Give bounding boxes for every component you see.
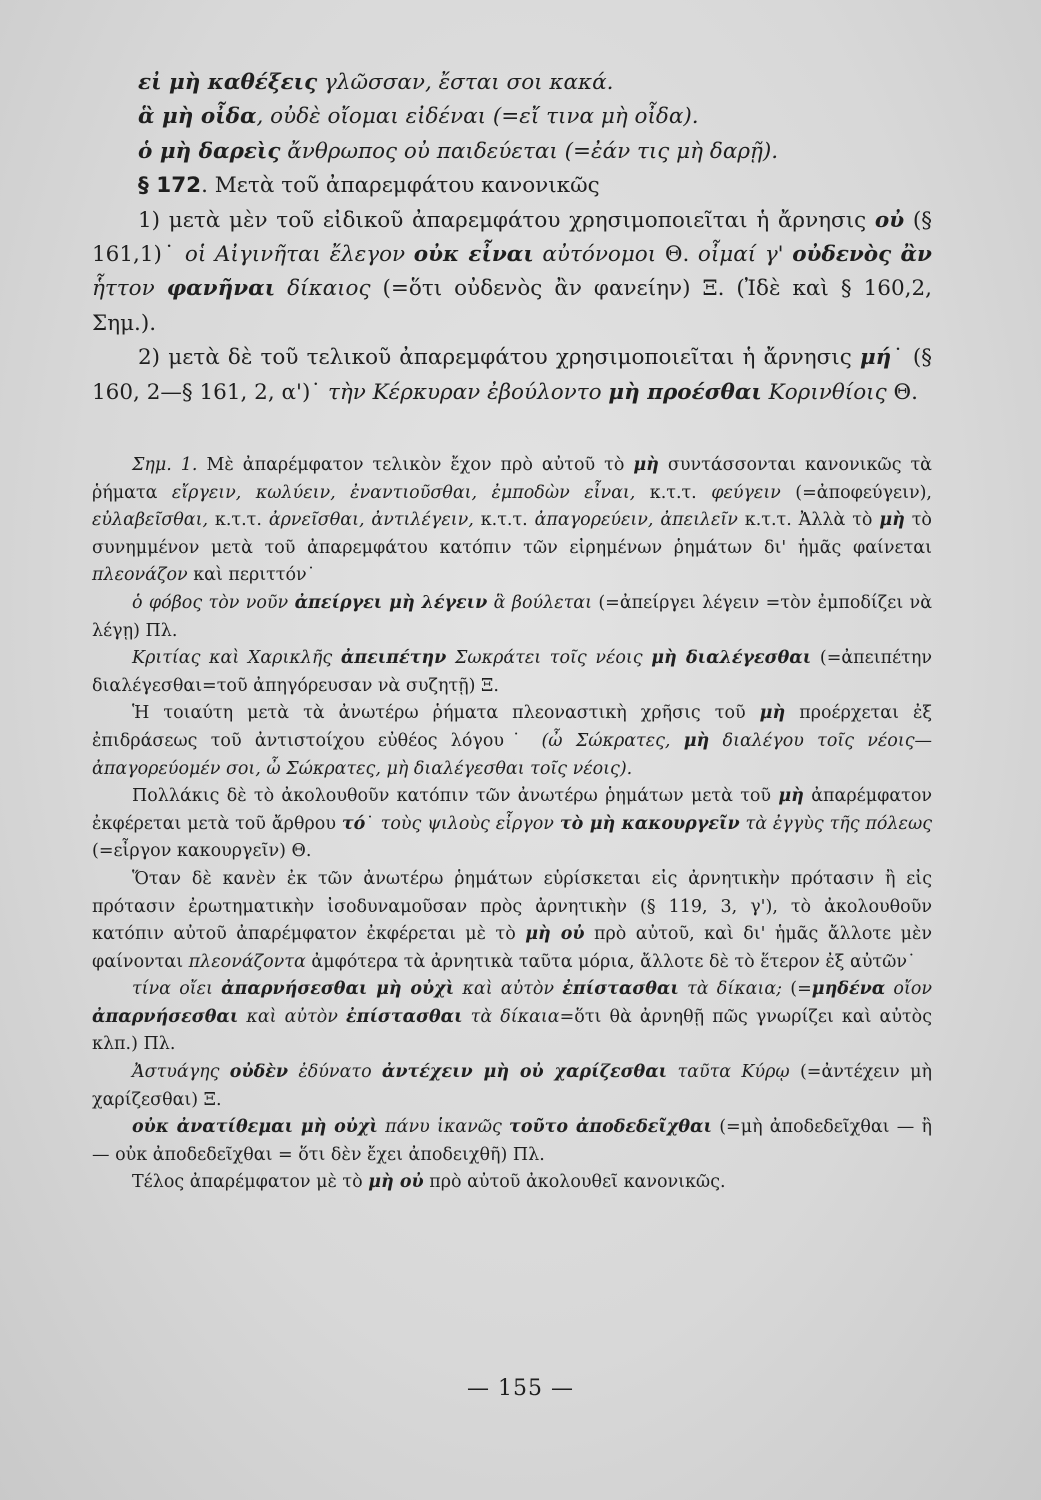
main-text — [92, 66, 932, 410]
note-label: Σημ. 1. — [132, 455, 198, 475]
section-number: § 172 — [138, 173, 202, 199]
note-example-5: οὐκ ἀνατίθεμαι μὴ οὐχὶ πάνυ ἱκανῶς τοῦτο ἀποδεδεῖχθαι (=μὴ ἀποδεδεῖχθαι — ἢ — οὐκ ἀποδεδεῖχθαι = ὅτι δὲν ἔχει ἀποδειχθῆ) Πλ. — [92, 1117, 932, 1165]
paragraph-1: 1) μετὰ μὲν τοῦ εἰδικοῦ ἀπαρεμφάτου χρησιμοποιεῖται ἡ ἄρνησις οὐ (§ 161,1)˙ οἱ Αἰγινῆται ἔλεγον οὐκ εἶναι αὐτόνομοι Θ. οἶμαί γ' οὐδενὸς ἂν ἧττον φανῆναι δίκαιος (=ὅτι οὐδενὸς ἂν φανείην) Ξ. (Ἰδὲ καὶ § 160,2, Σημ.). — [92, 207, 932, 336]
note-text — [92, 452, 932, 1197]
example-line: ὁ μὴ δαρεὶς ἄνθρωπος οὐ παιδεύεται (=ἐάν τις μὴ δαρῇ). — [138, 138, 779, 164]
note-paragraph-6: Τέλος ἀπαρέμφατον μὲ τὸ μὴ οὐ πρὸ αὐτοῦ ἀκολουθεῖ κανονικῶς. — [132, 1172, 726, 1193]
paragraph-2: 2) μετὰ δὲ τοῦ τελικοῦ ἀπαρεμφάτου χρησιμοποιεῖται ἡ ἄρνησις μή˙ (§ 160, 2—§ 161, 2, α')˙ τὴν Κέρκυραν ἐβούλοντο μὴ προέσθαι Κορινθίοις Θ. — [92, 345, 932, 405]
section-heading: § 172. Μετὰ τοῦ ἀπαρεμφάτου κανονικῶς — [138, 173, 600, 199]
note-paragraph-5: Ὅταν δὲ κανὲν ἐκ τῶν ἀνωτέρω ῥημάτων εὑρίσκεται εἰς ἀρνητικὴν πρότασιν ἢ εἰς πρότασιν ἐρωτηματικὴν ἰσοδυναμοῦσαν πρὸς ἀρνητικὴν (§ 119, 3, γ'), τὸ ἀκολουθοῦν κατόπιν αὐτοῦ ἀπαρέμφατον ἐκφέρεται μὲ τὸ μὴ οὐ πρὸ αὐτοῦ, καὶ δι' ἡμᾶς ἄλλοτε μὲν φαίνονται πλεονάζοντα ἀμφότερα τὰ ἀρνητικὰ ταῦτα μόρια, ἄλλοτε δὲ τὸ ἕτερον ἐξ αὐτῶν˙ — [92, 868, 932, 972]
page-number: — 155 — — [467, 1376, 574, 1401]
example-line: ἃ μὴ οἶδα, οὐδὲ οἴομαι εἰδέναι (=εἴ τινα μὴ οἶδα). — [138, 104, 699, 130]
example-line: εἰ μὴ καθέξεις γλῶσσαν, ἔσται σοι κακά. — [138, 70, 614, 95]
note-paragraph: Σημ. 1. Μὲ ἀπαρέμφατον τελικὸν ἔχον πρὸ αὐτοῦ τὸ μὴ συντάσσονται κανονικῶς τὰ ῥήματα εἴργειν, κωλύειν, ἐναντιοῦσθαι, ἐμποδὼν εἶναι, κ.τ.τ. φεύγειν (=ἀποφεύγειν), εὐλαβεῖσθαι, κ.τ.τ. ἀρνεῖσθαι, ἀντιλέγειν, κ.τ.τ. ἀπαγορεύειν, ἀπειλεῖν κ.τ.τ. Ἀλλὰ τὸ μὴ τὸ συνημμένον μετὰ τοῦ ἀπαρεμφάτου κατόπιν τῶν εἰρημένων ῥημάτων δι' ἡμᾶς φαίνεται πλεονάζον καὶ περιττόν˙ — [92, 455, 932, 586]
note-example-1: ὁ φόβος τὸν νοῦν ἀπείργει μὴ λέγειν ἃ βούλεται (=ἀπείργει λέγειν =τὸν ἐμποδίζει νὰ λέγῃ) Πλ. — [92, 592, 933, 641]
note-example-4: Ἀστυάγης οὐδὲν ἐδύνατο ἀντέχειν μὴ οὐ χαρίζεσθαι ταῦτα Κύρῳ (=ἀντέχειν μὴ χαρίζεσθαι) Ξ. — [92, 1062, 932, 1110]
note-example-3: τίνα οἴει ἀπαρνήσεσθαι μὴ οὐχὶ καὶ αὐτὸν ἐπίστασθαι τὰ δίκαια; (=μηδένα οἴον ἀπαρνήσεσθαι καὶ αὐτὸν ἐπίστασθαι τὰ δίκαια=ὅτι θὰ ἀρνηθῇ πῶς γνωρίζει καὶ αὐτὸς κλπ.) Πλ. — [92, 979, 933, 1055]
note-paragraph-4: Πολλάκις δὲ τὸ ἀκολουθοῦν κατόπιν τῶν ἀνωτέρω ῥημάτων μετὰ τοῦ μὴ ἀπαρέμφατον ἐκφέρεται μετὰ τοῦ ἄρθρου τό˙ τοὺς ψιλοὺς εἶργον τὸ μὴ κακουργεῖν τὰ ἐγγὺς τῆς πόλεως (=εἶργον κακουργεῖν) Θ. — [92, 786, 933, 862]
note-paragraph-3: Ἡ τοιαύτη μετὰ τὰ ἀνωτέρω ῥήματα πλεοναστικὴ χρῆσις τοῦ μὴ προέρχεται ἐξ ἐπιδράσεως τοῦ ἀντιστοίχου εὐθέος λόγου˙ (ὦ Σώκρατες, μὴ διαλέγου τοῖς νέοις—ἀπαγορεύομέν σοι, ὦ Σώκρατες, μὴ διαλέγεσθαι τοῖς νέοις). — [92, 703, 933, 779]
note-example-2: Κριτίας καὶ Χαρικλῆς ἀπειπέτην Σωκράτει τοῖς νέοις μὴ διαλέγεσθαι (=ἀπειπέτην διαλέγεσθαι=τοῦ ἀπηγόρευσαν νὰ συζητῇ) Ξ. — [92, 648, 932, 696]
